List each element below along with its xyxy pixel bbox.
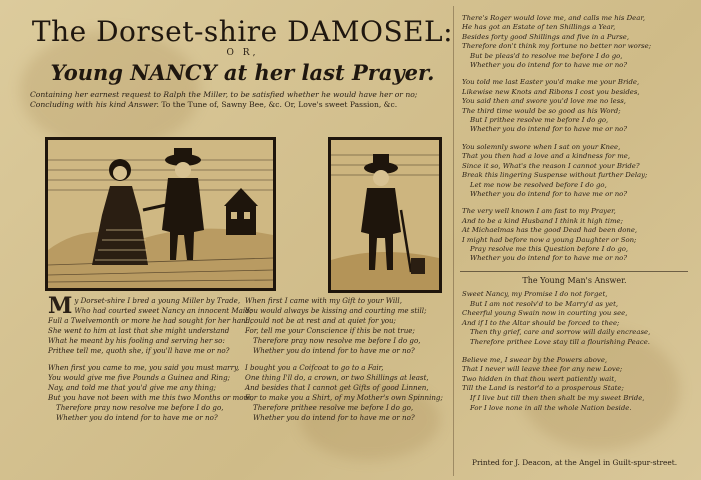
verse-line: Sweet Nancy, my Promise I do not forget, (462, 290, 608, 298)
verse-line: Cheerful young Swain now in courting you see, (462, 309, 628, 318)
verse-line: Besides forty good Shillings and five in a Purse, (462, 32, 630, 41)
ballad-description (30, 90, 455, 110)
verse-line: Whether you do intend for to have me or no? (56, 413, 218, 423)
woodcut-man-image (331, 140, 439, 290)
verse-line: Therefore pray now resolve me before I do go, (253, 336, 421, 346)
ballad-subtitle: Young NANCY at her last Prayer. (50, 60, 435, 85)
verse-line: But be pleas'd to resolve me before I do go, (470, 51, 623, 60)
verse-line: But I am not resolv'd to be Marry'd as yet, (470, 299, 619, 308)
woodcut-couple (45, 137, 276, 291)
verse-line: You would always be kissing and courting me still; (245, 306, 427, 316)
verse-line: One thing I'll do, a crown, or two Shillings at least, (245, 372, 429, 382)
verse-line: Therefore prithee resolve me before I do go, (253, 402, 414, 412)
verse-line: Till the Land is restor'd to a prosperous State; (462, 384, 624, 393)
tune-line: To the Tune of, Sawny Bee, &c. Or, Love's sweet Passion, &c. (161, 100, 398, 109)
verse-line: If I live but till then then shalt be my sweet Bride, (470, 393, 645, 402)
verse-line: The third time would be so good as his Word; (462, 106, 621, 115)
verse-line: She went to him at last that she might understand (48, 326, 230, 336)
verse-line: And if I to the Altar should be forced to thee; (462, 318, 620, 327)
verse-line: That you then had a love and a kindness for me, (462, 152, 631, 161)
verse-line: Let me now be resolved before I do go, (470, 180, 607, 189)
verse-line: Likewise new Knots and Ribons I cost you besides, (462, 87, 640, 96)
description-text: Containing her earnest request to Ralph the Miller, to be satisfied whether he would have her or no; Concluding with his kind Answer. (30, 90, 418, 109)
woodcut-couple-image (48, 140, 273, 288)
verse-line: Pray resolve me this Question before I do go, (470, 244, 629, 253)
verse-line: Therefore prithee Love stay till a flourishing Peace. (470, 337, 650, 346)
verse-line: For to make you a Shirt, of my Mother's own Spinning; (245, 392, 443, 402)
verse-line: Break this lingering Suspense without further Delay; (462, 171, 648, 180)
verse-line: Whether you do intend for to have me or no? (470, 189, 628, 198)
section-rule (460, 271, 688, 272)
verse-line: But you have not been with me this two Months or more, (48, 392, 254, 402)
verse-line: My Dorset-shire I bred a young Miller by Trade, (48, 293, 241, 319)
verse-line: What he meant by his fooling and serving her so: (48, 336, 225, 346)
verse-line: And besides that I cannot get Gifts of good Linnen, (245, 382, 429, 392)
verse-line: I bought you a Coifcoat to go to a Fair, (245, 362, 384, 372)
verse-line: Who had courted sweet Nancy an innocent Maid; (74, 306, 253, 316)
verse-column-3 (462, 14, 651, 264)
verse-column-1 (48, 293, 254, 423)
verse-line: Since it so, What's the reason I cannot your Bride? (462, 161, 640, 170)
verse-line: I could not be at rest and at quiet for you; (245, 316, 396, 326)
verse-line: Whether you do intend for to have me or no? (253, 346, 415, 356)
verse-line: When first I came with my Gift to your Will, (245, 296, 402, 305)
verse-line: Believe me, I swear by the Powers above, (462, 355, 608, 364)
verse-line: You would give me five Pounds a Guinea and Ring; (48, 372, 231, 382)
verse-line: At Michaelmas has the good Dead had been done, (462, 226, 638, 235)
verse-line: There's Roger would love me, and calls me his Dear, (462, 14, 646, 22)
verse-line: Whether you do intend for to have me or no? (470, 125, 628, 134)
answer-heading: The Young Man's Answer. (522, 276, 627, 285)
verse-line: For I love none in all the whole Nation beside. (470, 403, 632, 412)
verse-line: And to be a kind Husband I think it high time; (462, 216, 623, 225)
verse-line: Whether you do intend for to have me or no? (253, 413, 415, 423)
printer-imprint: Printed for J. Deacon, at the Angel in Guilt-spur-street. (472, 458, 678, 467)
verse-line: Two hidden in that thou wert patiently wait, (462, 374, 617, 383)
or-connector: O R, (226, 48, 259, 58)
verse-line: When first you came to me, you said you must marry, (48, 362, 240, 372)
woodcut-man (328, 137, 442, 293)
verse-line: I might had before now a young Daughter or Son; (462, 235, 637, 244)
verse-line: For, tell me your Conscience if this be not true; (245, 326, 415, 336)
verse-line: Full a Twelvemonth or more he had sought for her hand, (48, 316, 253, 326)
verse-line: Then thy grief, care and sorrow will daily encrease, (470, 328, 651, 337)
verse-line: The very well known I am fast to my Prayer, (462, 207, 616, 216)
stanza-gap (462, 199, 651, 207)
stanza-gap (462, 70, 651, 78)
verse-line: That I never will leave thee for any new Love; (462, 365, 623, 374)
verse-line: He has got an Estate of ten Shillings a Year, (462, 23, 616, 32)
ballad-title: The Dorset-shire DAMOSEL: (31, 15, 454, 48)
stanza-gap (462, 348, 650, 356)
verse-line: Prithee tell me, quoth she, if you'll have me or no? (48, 346, 230, 356)
stanza-gap (462, 135, 651, 143)
verse-line: Therefore don't think my fortune no better nor worse; (462, 42, 652, 51)
answer-verse (462, 290, 650, 413)
verse-line: Nay, and told me that you'd give me any thing; (48, 382, 217, 392)
verse-line: You solemnly swore when I sat on your Knee, (462, 142, 621, 151)
drop-cap: M (48, 293, 73, 319)
verse-line: But I prithee resolve me before I do go, (470, 116, 609, 125)
verse-line: You said then and swore you'd love me no less, (462, 97, 626, 106)
verse-line: Therefore pray now resolve me before I do go, (56, 402, 224, 412)
verse-line: Whether you do intend for to have me or no? (470, 61, 628, 70)
verse-line: Whether you do intend for to have me or no? (470, 254, 628, 263)
verse-column-2 (245, 296, 443, 423)
verse-line: You told me last Easter you'd make me your Bride, (462, 78, 640, 87)
